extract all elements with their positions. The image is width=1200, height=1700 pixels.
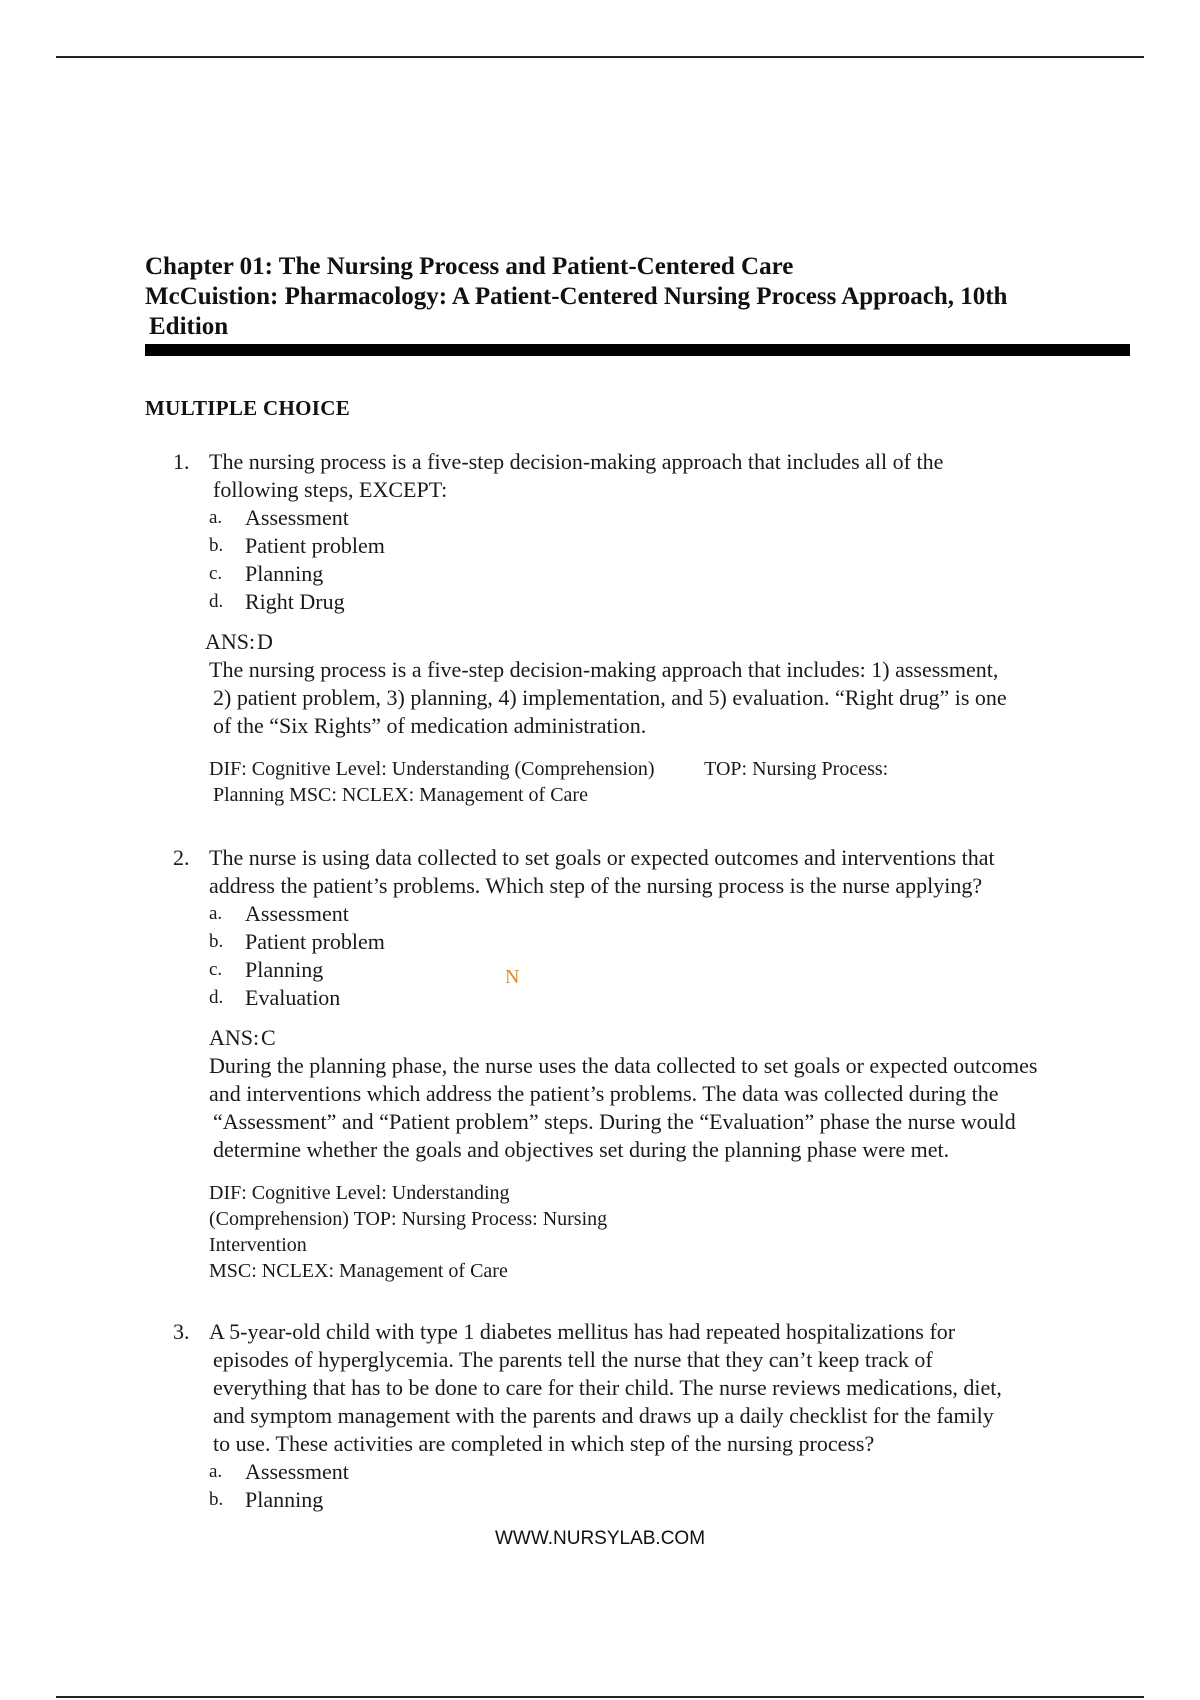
bottom-rule <box>56 1696 1144 1698</box>
answer-value: D <box>257 629 273 654</box>
question-1 <box>145 448 1155 808</box>
options-list <box>145 1458 1155 1514</box>
option: a. Assessment <box>209 901 349 926</box>
option: d. Right Drug <box>209 589 345 614</box>
option: d. Evaluation <box>209 985 341 1010</box>
question-number: 3. <box>173 1319 190 1344</box>
option: b. Patient problem <box>209 929 385 954</box>
header-divider <box>145 344 1130 356</box>
question-metadata: DIF: Cognitive Level: Understanding (Comprehension) TOP: Nursing Process: Nursing Intervention MSC: NCLEX: Management of Care <box>209 1182 608 1282</box>
question-number: 2. <box>173 845 190 870</box>
option: b. Patient problem <box>209 533 385 558</box>
options-list <box>145 504 1155 616</box>
chapter-title: Chapter 01: The Nursing Process and Patient-Centered Care <box>145 253 794 280</box>
option: c. Planning <box>209 561 324 586</box>
watermark-letter: N <box>505 966 520 988</box>
question-2 <box>145 844 1155 1284</box>
option: a. Assessment <box>209 1459 349 1484</box>
rationale: During the planning phase, the nurse uses the data collected to set goals or expected outcomes and interventions which address the patient’s problems. The data was collected during the “Assessment” and “Patient problem” steps. During the “Evaluation” phase the nurse would determine whether the goals and objectives set during the planning phase were met. <box>209 1053 1038 1162</box>
question-number: 1. <box>173 449 190 474</box>
book-title: McCuistion: Pharmacology: A Patient-Centered Nursing Process Approach, 10th <box>145 283 1008 310</box>
answer-line: ANS:C <box>209 1025 276 1050</box>
question-3 <box>145 1318 1155 1514</box>
question-stem: 2. The nurse is using data collected to set goals or expected outcomes and interventions that address the patient’s problems. Which step of the nursing process is the nurse applying? <box>173 845 995 898</box>
option: a. Assessment <box>209 505 349 530</box>
question-stem: 1. The nursing process is a five-step decision-making approach that includes all of the following steps, EXCEPT: <box>173 449 944 502</box>
answer-value: C <box>261 1025 276 1050</box>
section-title: MULTIPLE CHOICE <box>145 396 351 420</box>
rationale: The nursing process is a five-step decision-making approach that includes: 1) assessment, 2) patient problem, 3) planning, 4) implementation, and 5) evaluation. “Right drug” is one of the “Six Rights” of medication administration. <box>209 657 1007 738</box>
question-stem: 3. A 5-year-old child with type 1 diabetes mellitus has had repeated hospitalizations for episodes of hyperglycemia. The parents tell the nurse that they can’t keep track of everything that has to be done to care for their child. The nurse reviews medications, diet, and symptom management with the parents and draws up a daily checklist for the family to use. These activities are completed in which step of the nursing process? <box>173 1319 1002 1456</box>
option: c. Planning <box>209 957 324 982</box>
document-header <box>145 252 1135 342</box>
question-metadata: DIF: Cognitive Level: Understanding (Comprehension) TOP: Nursing Process: Planning MSC: NCLEX: Management of Care <box>209 758 889 806</box>
option: b. Planning <box>209 1487 324 1512</box>
options-list <box>145 900 1155 1012</box>
footer-website: WWW.NURSYLAB.COM <box>494 1528 706 1549</box>
book-edition: Edition <box>149 313 229 340</box>
answer-line: ANS:D <box>205 629 273 654</box>
top-rule <box>56 56 1144 58</box>
